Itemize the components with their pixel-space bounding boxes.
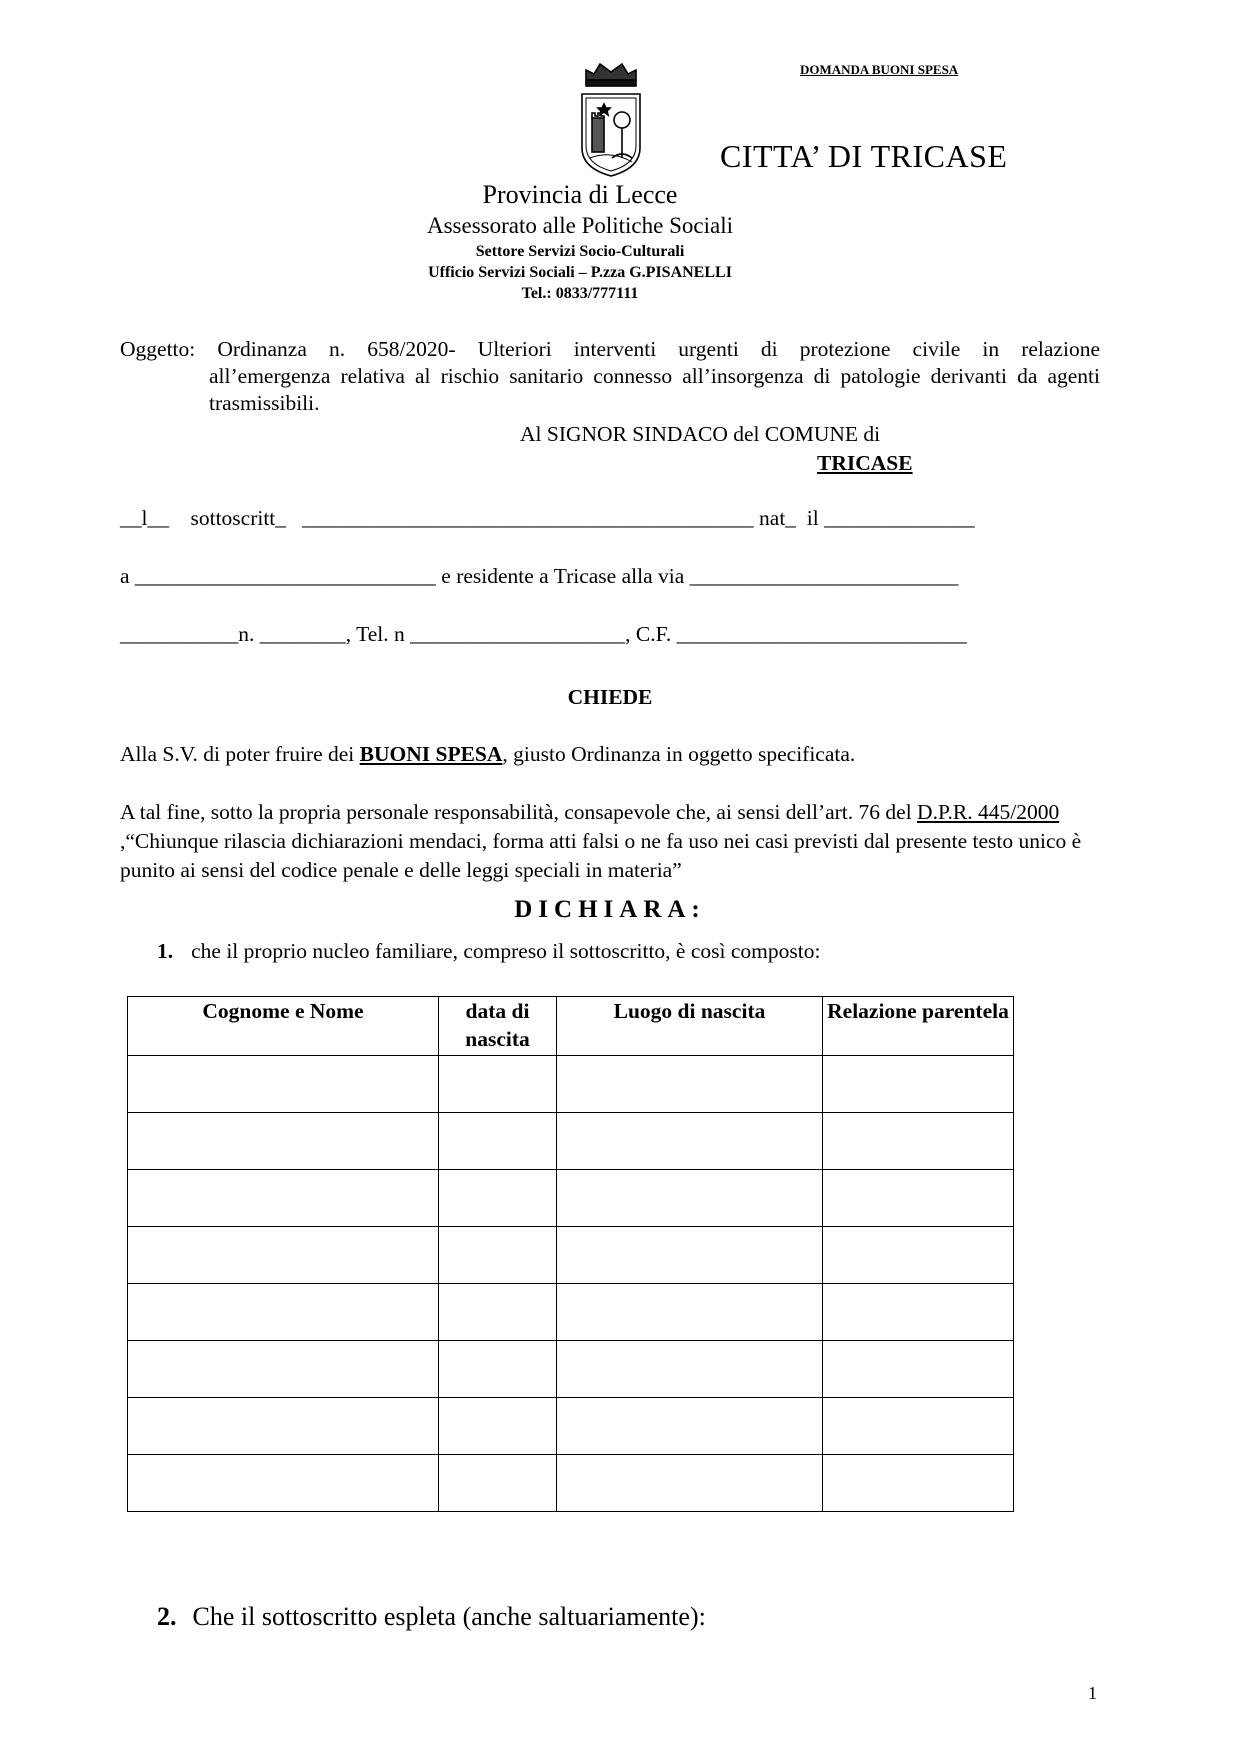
applicant-name-field[interactable]: __l__ sottoscritt_ __________________________________________ nat_ il ______________ bbox=[120, 506, 975, 530]
document-label: DOMANDA BUONI SPESA bbox=[800, 62, 959, 77]
buoni-spesa-label: BUONI SPESA bbox=[359, 742, 503, 766]
dpr-reference: D.P.R. 445/2000 bbox=[917, 800, 1060, 824]
dichiara-heading: DICHIARA: bbox=[514, 896, 706, 923]
family-table bbox=[127, 996, 1014, 1512]
declaration-intro: A tal fine, sotto la propria personale responsabilità, consapevole che, ai sensi dell’art. 76 del D.P.R. 445/2000 ,“Chiunque rilascia dichiarazioni mendaci, forma atti falsi o ne fa uso nei casi previsti dal presente testo unico è punito ai sensi del codice penale e delle leggi speciali in materia” bbox=[120, 800, 1082, 882]
municipal-crest-logo bbox=[578, 58, 644, 180]
recipient-town: TRICASE bbox=[817, 451, 913, 475]
subject-block bbox=[120, 336, 1100, 417]
birthplace-address-field[interactable]: a ____________________________ e residente a Tricase alla via _________________________ bbox=[120, 564, 959, 588]
table-row bbox=[128, 1455, 1014, 1512]
department-name: Assessorato alle Politiche Sociali bbox=[427, 213, 733, 238]
header-birthplace: Luogo di nascita bbox=[557, 997, 823, 1056]
number-phone-cf-field[interactable]: ___________n. ________, Tel. n ____________________, C.F. ___________________________ bbox=[120, 622, 967, 646]
item-1: 1. che il proprio nucleo familiare, compreso il sottoscritto, è così composto: bbox=[157, 939, 821, 963]
sector-name: Settore Servizi Socio-Culturali bbox=[475, 243, 685, 260]
table-row bbox=[128, 1398, 1014, 1455]
province-name: Provincia di Lecce bbox=[482, 180, 678, 209]
page-number: 1 bbox=[1088, 1683, 1097, 1703]
header-name: Cognome e Nome bbox=[128, 997, 439, 1056]
table-header-row bbox=[128, 997, 1014, 1056]
table-row bbox=[128, 1056, 1014, 1113]
header-birthdate: data di nascita bbox=[439, 997, 557, 1056]
table-row bbox=[128, 1170, 1014, 1227]
item-2: 2. Che il sottoscritto espleta (anche saltuariamente): bbox=[157, 1602, 706, 1631]
office-address: Ufficio Servizi Sociali – P.zza G.PISANELLI bbox=[428, 264, 732, 281]
table-row bbox=[128, 1284, 1014, 1341]
table-row bbox=[128, 1113, 1014, 1170]
subject-continuation: all’emergenza relativa al rischio sanitario connesso all’insorgenza di patologie derivanti da agenti trasmissibili. bbox=[209, 364, 1100, 415]
table-row bbox=[128, 1227, 1014, 1284]
chiede-heading: CHIEDE bbox=[567, 685, 653, 709]
table-row bbox=[128, 1341, 1014, 1398]
subject-line: Oggetto: Ordinanza n. 658/2020- Ulteriori interventi urgenti di protezione civile in relazione bbox=[120, 337, 1100, 361]
recipient-line: Al SIGNOR SINDACO del COMUNE di bbox=[520, 422, 881, 446]
header-relation: Relazione parentela bbox=[823, 997, 1014, 1056]
office-phone: Tel.: 0833/777111 bbox=[521, 285, 639, 302]
request-paragraph: Alla S.V. di poter fruire dei BUONI SPESA, giusto Ordinanza in oggetto specificata. bbox=[120, 742, 856, 766]
city-title: CITTA’ DI TRICASE bbox=[720, 138, 1008, 174]
